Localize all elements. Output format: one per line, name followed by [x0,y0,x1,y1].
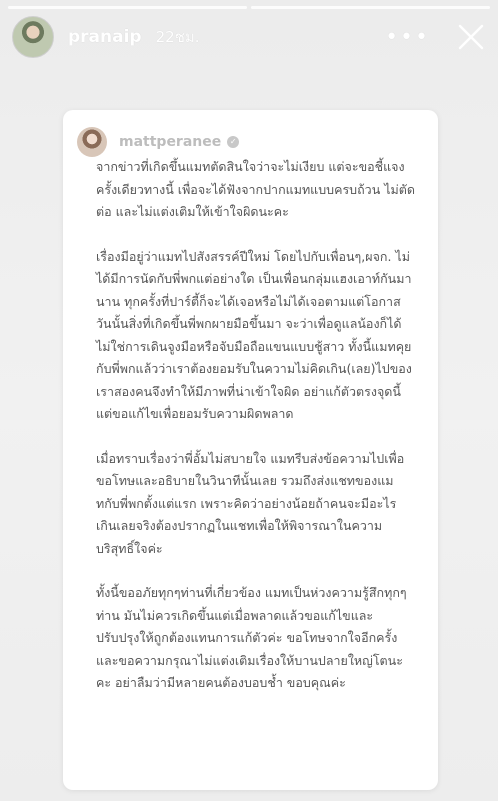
post-username[interactable]: mattperanee [119,134,222,150]
post-text [96,156,416,717]
story-username[interactable]: pranaip [68,27,142,47]
post-paragraph-3: เมื่อทราบเรื่องว่าพี่อั้มไม่สบายใจ แมทรีบส่งข้อความไปเพื่อขอโทษและอธิบายในวินาทีนั้นเลย รวมถึงส่งแชทของแมทกับพี่พกตั้งแต่แรก เพราะคิดว่าอย่างน้อยถ้าคนจะมีอะไรเกินเลยจริงต้องปรากฏในแชทเพื่อให้พิจารณาในความบริสุทธิ์ใจค่ะ [96,450,405,556]
story-timestamp: 22ชม. [155,28,200,46]
post-avatar[interactable] [77,127,107,157]
shared-post-card[interactable] [63,110,438,790]
progress-segment [251,6,490,9]
avatar[interactable] [12,16,54,58]
verified-badge-icon: ✓ [227,136,239,148]
close-icon[interactable] [456,22,486,52]
story-header [12,14,486,60]
progress-segment [8,6,247,9]
more-options-icon[interactable]: ••• [385,24,430,50]
post-paragraph-2: เรื่องมีอยู่ว่าแมทไปสังสรรค์ปีใหม่ โดยไปกับเพื่อนๆ,ผจก. ไม่ได้มีการนัดกับพี่พกแต่อย่างใด เป็นเพื่อนกลุ่มแฮงเอาท์กันมานาน ทุกครั้งที่ปาร์ตี้ก็จะได้เจอหรือไม่ได้เจอตามแต่โอกาส วันนั้นสิ่งที่เกิดขึ้นพี่พกผายมือขึ้นมา จะว่าเพื่อดูแลน้องก็ได้ ไม่ใช่การเดินจูงมือหรือจับมือถือแขนแบบชู้สาว ทั้งนี้แมทคุยกับพี่พกแล้วว่าเราต้องยอมรับในความไม่คิดเกิน(เลย)ไปของเราสองคนจึงทำให้มีภาพที่น่าเข้าใจผิด อย่าแก้ตัวตรงจุดนี้ แต่ขอแก้ไขเพื่อยอมรับความผิดพลาด [96,248,412,421]
post-paragraph-4: ทั้งนี้ขออภัยทุกๆท่านที่เกี่ยวข้อง แมทเป็นห่วงความรู้สึกทุกๆท่าน มันไม่ควรเกิดขึ้นแต่เมื่อพลาดแล้วขอแก้ไขและปรับปรุงให้ถูกต้องแทนการแก้ตัวค่ะ ขอโทษจากใจอีกครั้ง และขอความกรุณาไม่แต่งเติมเรื่องให้บานปลายใหญ่โตนะคะ อย่าลืมว่ามีหลายคนต้องบอบช้ำ ขอบคุณค่ะ [96,585,407,690]
story-progress-bar [8,6,490,9]
post-paragraph-1: จากข่าวที่เกิดขึ้นแมทตัดสินใจว่าจะไม่เงียบ แต่จะขอชี้แจงครั้งเดียวทางนี้ เพื่อจะได้ฟังจากปากแมทแบบครบถ้วน ไม่ตัดต่อ และไม่แต่งเติมให้เข้าใจผิดนะคะ [96,159,415,219]
